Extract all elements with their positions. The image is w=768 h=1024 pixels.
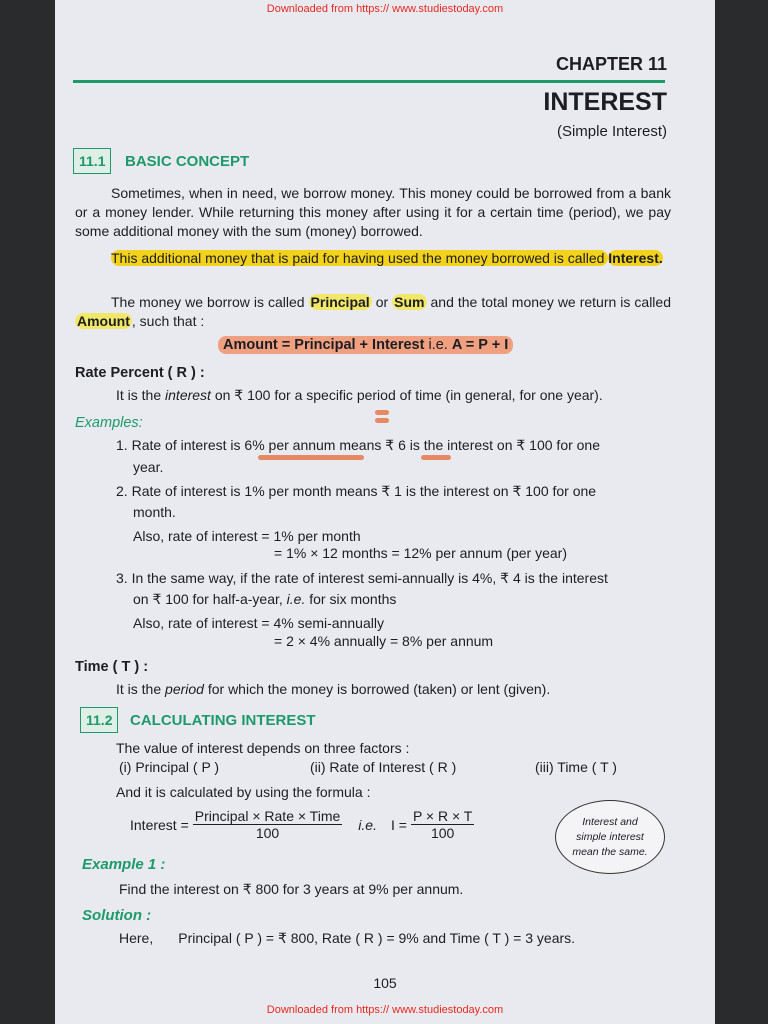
text: It is the — [116, 387, 166, 403]
factor-time: (iii) Time ( T ) — [535, 759, 617, 775]
text: Rate of interest is — [131, 437, 245, 453]
example-label: Example 1 : — [82, 856, 166, 873]
example-item-1-cont: year. — [133, 459, 164, 475]
list-number: 1. — [116, 437, 128, 453]
text: means — [335, 437, 386, 453]
amount-formula — [218, 337, 513, 353]
text: Rate of interest is 1% per month means ₹ 1 is the interest on ₹ 100 for one — [131, 483, 597, 499]
numerator: Principal × Rate × Time — [194, 808, 341, 824]
example-item-2-calc: = 1% × 12 months = 12% per annum (per year) — [274, 545, 567, 561]
text: period — [165, 681, 204, 697]
interest-formula — [130, 808, 478, 841]
denominator: 100 — [430, 825, 455, 841]
example-item-2-cont: month. — [133, 504, 176, 520]
example-item-3-calc: = 2 × 4% annually = 8% per annum — [274, 633, 494, 649]
text: or — [371, 294, 393, 310]
example-item-2 — [116, 483, 596, 500]
formula-fraction — [193, 808, 343, 841]
formula-ie: i.e. — [424, 337, 452, 353]
formula-lhs-short: I = — [390, 816, 407, 833]
paragraph-intro: Sometimes, when in need, we borrow money. This money could be borrowed from a bank or a money lender. While returning this money after using it for a certain time (period), we pay some additional money with the sum (money) borrowed. — [75, 185, 671, 239]
formula-intro: And it is calculated by using the formula : — [116, 784, 371, 800]
text: for six months — [305, 591, 397, 607]
page-number: 105 — [373, 975, 397, 991]
text: The money we borrow is called — [111, 294, 309, 310]
heading-symbol: ( T ) : — [108, 659, 149, 675]
paragraph-interest-definition — [75, 249, 671, 268]
solution-label: Solution : — [82, 907, 152, 924]
paragraph-principal — [75, 293, 671, 331]
text: and the total money we return is called — [426, 294, 671, 310]
list-number: 2. — [116, 483, 128, 499]
example-item-2-also: Also, rate of interest = 1% per month — [133, 528, 361, 544]
text: It is the — [116, 681, 166, 697]
section-heading: CALCULATING INTEREST — [130, 712, 316, 729]
text: on ₹ 100 for half-a-year, — [133, 591, 287, 607]
heading-symbol: ( R ) : — [163, 365, 205, 381]
highlight-definition: This additional money that is paid for having used the money borrowed is called — [111, 250, 609, 266]
chapter-label: CHAPTER 11 — [555, 54, 667, 74]
formula-short: A = P + I — [451, 337, 509, 353]
example-item-1 — [116, 437, 600, 454]
examples-label: Examples: — [75, 415, 143, 431]
highlight-mark — [375, 418, 389, 423]
underline-mark — [258, 455, 364, 460]
time-definition — [116, 681, 550, 697]
textbook-page — [55, 0, 715, 1024]
header-rule — [73, 80, 665, 83]
text: interest — [165, 387, 211, 403]
factors-intro: The value of interest depends on three factors : — [116, 740, 410, 756]
term-principal: Principal — [310, 294, 370, 310]
solution-text — [119, 930, 575, 947]
time-heading — [75, 659, 148, 675]
factor-principal: (i) Principal ( P ) — [119, 759, 220, 775]
example-item-3-also: Also, rate of interest = 4% semi-annually — [133, 615, 384, 631]
text-underlined: 6% per annum — [244, 437, 336, 453]
section-number-box: 11.2 — [80, 707, 118, 733]
list-number: 3. — [116, 570, 128, 586]
text: Principal ( P ) = ₹ 800, Rate ( R ) = 9% and Time ( T ) = 3 years. — [178, 930, 576, 946]
term-sum: Sum — [394, 294, 425, 310]
text: In the same way, if the rate of interest semi-annually is 4%, ₹ 4 is the interest — [131, 570, 608, 586]
highlight-mark — [375, 410, 389, 415]
formula-ie: i.e. — [358, 816, 377, 833]
example-item-3 — [116, 570, 608, 587]
page-title: INTEREST — [543, 88, 667, 116]
rate-percent-definition — [116, 387, 603, 404]
text: is the interest on ₹ 100 for one — [405, 437, 601, 453]
factor-rate: (ii) Rate of Interest ( R ) — [310, 759, 457, 775]
numerator: P × R × T — [412, 808, 473, 824]
formula-fraction-short — [411, 808, 474, 841]
formula-lhs: Interest = — [130, 816, 189, 833]
formula-main: Amount = Principal + Interest — [223, 337, 425, 353]
heading-text: Rate Percent — [75, 365, 164, 381]
text-underlined: ₹ 6 — [385, 437, 406, 453]
rate-percent-heading — [75, 365, 205, 381]
note-text: Interest and simple interest mean the same. — [572, 815, 648, 858]
page-subtitle: (Simple Interest) — [556, 123, 667, 140]
note-cloud — [555, 800, 665, 874]
text: Here, — [119, 930, 154, 946]
denominator: 100 — [255, 825, 280, 841]
section-number-box: 11.1 — [73, 148, 111, 174]
text: , such that : — [131, 313, 205, 329]
term-interest: Interest. — [608, 250, 663, 266]
heading-text: Time — [75, 659, 109, 675]
text: on ₹ 100 for a specific period of time (in general, for one year). — [210, 387, 603, 403]
download-link-top[interactable]: Downloaded from https:// www.studiestoday.com — [266, 3, 504, 15]
text: i.e. — [286, 591, 306, 607]
download-link-bottom[interactable]: Downloaded from https:// www.studiestoday.com — [266, 1004, 504, 1016]
section-heading: BASIC CONCEPT — [125, 153, 250, 170]
example-item-3-cont — [133, 591, 396, 608]
example-question: Find the interest on ₹ 800 for 3 years at 9% per annum. — [119, 881, 464, 897]
text: for which the money is borrowed (taken) or lent (given). — [203, 681, 551, 697]
term-amount: Amount — [77, 313, 130, 329]
underline-mark — [421, 455, 451, 460]
